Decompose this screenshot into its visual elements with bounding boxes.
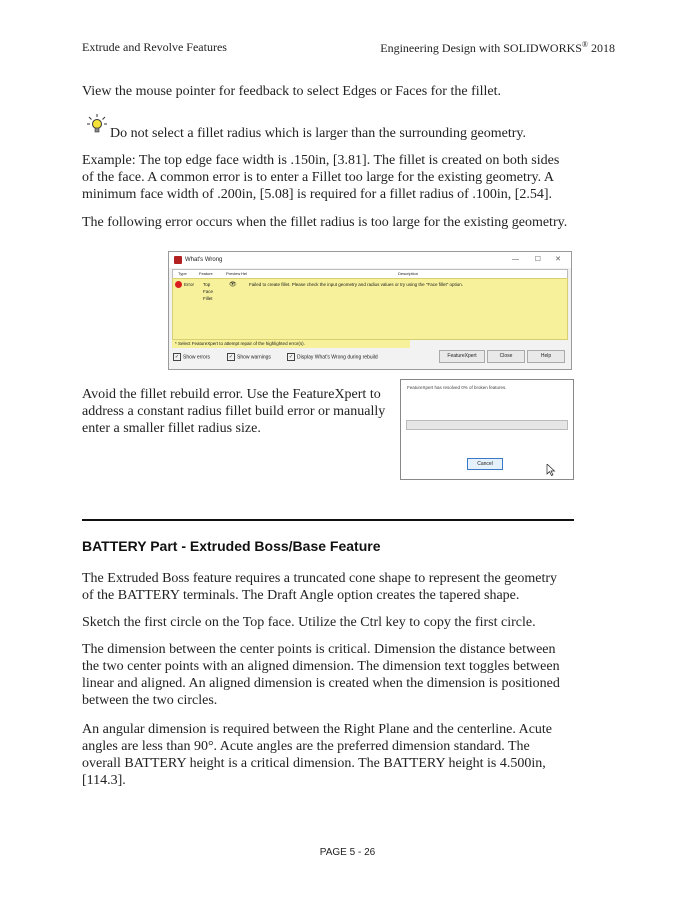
- column-type[interactable]: Type: [178, 271, 187, 276]
- error-icon: [175, 281, 182, 288]
- paragraph-example: Example: The top edge face width is .150in, [3.81]. The fillet is created on both sides of the face. A common error is to enter a Fillet too large for the existing geometry. A minimum face width of .200in, [5.08] is required for a fillet radius of .100in, [2.54].: [82, 153, 560, 202]
- whats-wrong-dialog: [168, 251, 572, 370]
- paragraph-angular-dimension: An angular dimension is required between the Right Plane and the centerline. Acute angles are less than 90°. Acute angles are the preferred dimension standard. The overall BATTERY height is a critical dimension. The BATTERY height is 4.500in, [114.3].: [82, 722, 553, 788]
- show-warnings-checkbox[interactable]: [227, 353, 271, 361]
- lightbulb-tip-icon: [86, 113, 108, 135]
- featurexpert-button[interactable]: FeatureXpert: [439, 350, 485, 363]
- show-warnings-check-mark: ✓: [228, 354, 234, 360]
- display-during-rebuild-check-mark: ✓: [288, 354, 294, 360]
- page-number: PAGE 5 - 26: [319, 847, 376, 858]
- solidworks-app-icon: [174, 256, 182, 264]
- minimize-icon[interactable]: —: [512, 256, 519, 263]
- registered-mark: ®: [581, 40, 588, 49]
- featurexpert-status: FeatureXpert has resolved 0% of broken features.: [407, 385, 507, 390]
- paragraph-extruded-boss: The Extruded Boss feature requires a truncated cone shape to represent the geometry of the BATTERY terminals. The Draft Angle option creates the tapered shape.: [82, 571, 558, 603]
- show-errors-check-mark: ✓: [174, 354, 180, 360]
- header-book-title: Engineering Design with SOLIDWORKS: [380, 41, 582, 55]
- row-type: Error: [184, 282, 194, 287]
- mouse-pointer-icon: [546, 464, 556, 476]
- error-table-row[interactable]: [172, 278, 568, 340]
- column-feature[interactable]: Feature: [199, 271, 213, 276]
- show-warnings-label: Show warnings: [237, 354, 271, 361]
- help-button[interactable]: Help: [527, 350, 565, 363]
- row-feature-top: Top: [203, 282, 211, 287]
- running-header-left: Extrude and Revolve Features: [82, 40, 227, 54]
- paragraph-sketch-circle: Sketch the first circle on the Top face. Utilize the Ctrl key to copy the first circle.: [82, 615, 536, 630]
- row-feature-face: Face: [203, 289, 214, 294]
- paragraph-dimension: The dimension between the center points is critical. Dimension the distance between the two center points with an aligned dimension. The dimension text toggles between linear and aligned. An aligned dimension is created when the dimension is positioned between the two circles.: [82, 642, 560, 708]
- display-during-rebuild-label: Display What's Wrong during rebuild: [297, 354, 378, 361]
- maximize-icon[interactable]: ☐: [534, 256, 541, 263]
- show-errors-label: Show errors: [183, 354, 210, 361]
- section-divider: [82, 519, 574, 521]
- section-title: BATTERY Part - Extruded Boss/Base Feature: [82, 538, 381, 554]
- dialog-title-bar: [169, 252, 571, 268]
- paragraph-mouse-pointer: View the mouse pointer for feedback to select Edges or Faces for the fillet.: [82, 84, 502, 99]
- progress-bar: [406, 420, 568, 430]
- column-help[interactable]: Hel: [241, 271, 248, 276]
- featurexpert-progress-dialog: [400, 379, 574, 480]
- running-header-right: [380, 40, 615, 56]
- show-errors-checkbox[interactable]: [173, 353, 210, 361]
- cancel-button[interactable]: Cancel: [467, 458, 503, 470]
- close-icon[interactable]: ✕: [555, 256, 561, 263]
- column-description[interactable]: Description: [398, 271, 419, 276]
- close-button[interactable]: Close: [487, 350, 525, 363]
- dialog-title: What's Wrong: [185, 257, 223, 263]
- column-preview[interactable]: Preview: [226, 271, 241, 276]
- row-description: Failed to create fillet. Please check the input geometry and radius values or try using the "Face fillet" option.: [249, 282, 464, 287]
- paragraph-error-intro: The following error occurs when the fillet radius is too large for the existing geometry.: [82, 215, 568, 230]
- paragraph-avoid-error: Avoid the fillet rebuild error. Use the FeatureXpert to address a constant radius fillet build error or manually enter a smaller fillet radius size.: [82, 387, 386, 436]
- featurexpert-hint: * Select FeatureXpert to attempt repair of the highlighted error(s).: [172, 340, 410, 348]
- preview-eye-icon[interactable]: 👁: [229, 282, 237, 288]
- tip-text: Do not select a fillet radius which is larger than the surrounding geometry.: [110, 126, 527, 141]
- row-feature-fillet: Fillet: [203, 296, 213, 301]
- header-year: 2018: [588, 41, 615, 55]
- display-during-rebuild-checkbox[interactable]: [287, 353, 378, 361]
